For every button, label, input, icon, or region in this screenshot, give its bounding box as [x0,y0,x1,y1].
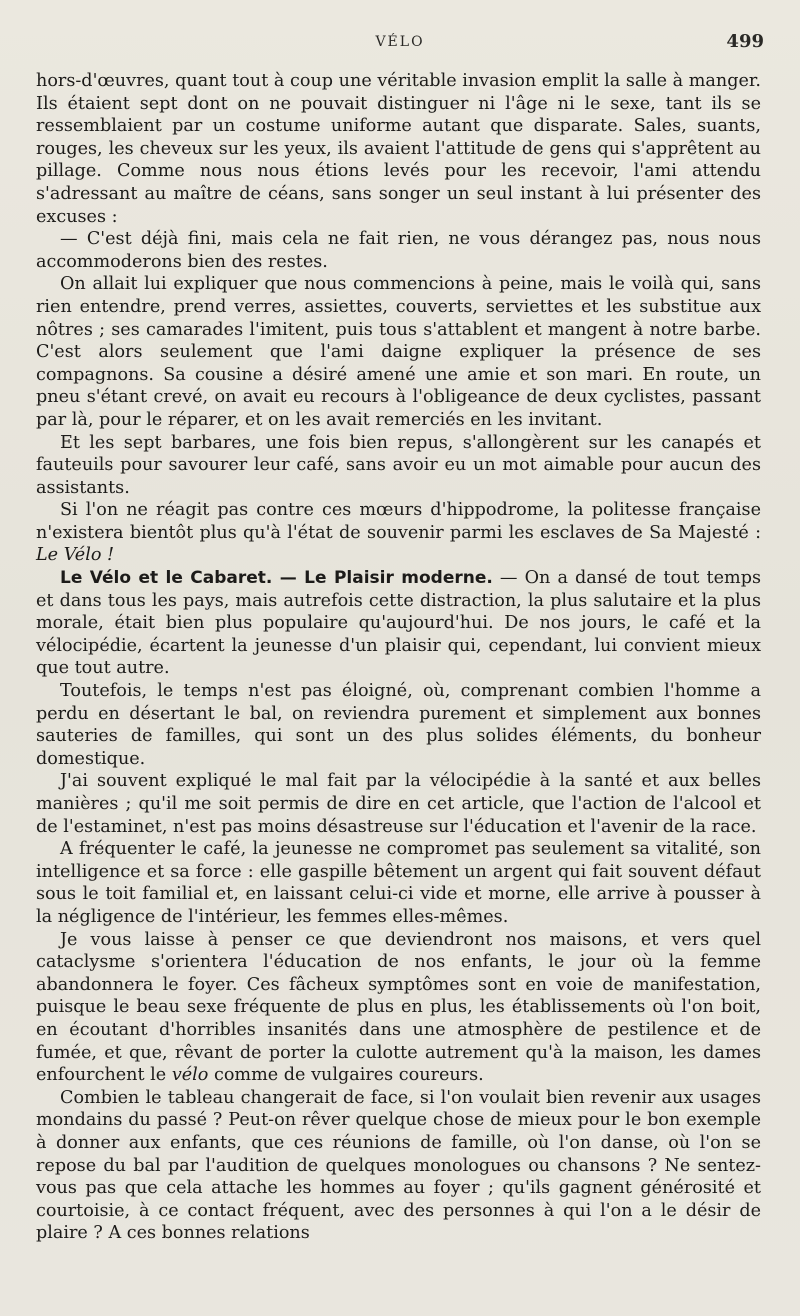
body-text [36,70,761,1245]
paragraph-5: Si l'on ne réagit pas contre ces mœurs d'hippodrome, la politesse française n'existera bientôt plus qu'à l'état de souvenir parmi les esclaves de Sa Majesté : Le Vélo ! [36,500,761,566]
paragraph-4: Et les sept barbares, une fois bien repus, s'allongèrent sur les canapés et fauteuils pour savourer leur café, sans avoir eu un mot aimable pour aucun des assistants. [36,432,761,498]
paragraph-7: Toutefois, le temps n'est pas éloigné, où, comprenant combien l'homme a perdu en désertant le bal, on reviendra purement et simplement aux bonnes sauteries de familles, qui sont un des plus solides éléments, du bonheur domestique. [36,681,761,769]
paragraph-11: Combien le tableau changerait de face, si l'on voulait bien revenir aux usages mondains du passé ? Peut-on rêver quelque chose de mieux pour le bon exemple à donner aux enfants, que ces réunions de famille, où l'on danse, où l'on se repose du bal par l'audition de quelques monologues ou chansons ? Ne sentez-vous pas que cela attache les hommes au foyer ; qu'ils gagnent générosité et courtoisie, à ce contact fréquent, avec des personnes à qui l'on a le désir de plaire ? A ces bonnes relations [36,1087,761,1244]
page-number: 499 [726,31,764,52]
paragraph-3: On allait lui expliquer que nous commencions à peine, mais le voilà qui, sans rien entendre, prend verres, assiettes, couverts, serviettes et les substitue aux nôtres ; ses camarades l'imitent, puis tous s'attablent et mangent à notre barbe. C'est alors seulement que l'ami daigne expliquer la présence de ses compagnons. Sa cousine a désiré amené une amie et son mari. En route, un pneu s'étant crevé, on avait eu recours à l'obligeance de deux cyclistes, passant par là, pour le réparer, et on les avait remerciés en les invitant. [36,274,761,430]
paragraph-9: A fréquenter le café, la jeunesse ne compromet pas seulement sa vitalité, son intelligence et sa force : elle gaspille bêtement un argent qui fait souvent défaut sous le toit familial et, en laissant celui-ci vide et morne, elle arrive à pousser à la négligence de l'intérieur, les femmes elles-mêmes. [36,839,761,927]
italic-velo: vélo [171,1065,209,1086]
page-header [36,31,764,56]
paragraph-10: Je vous laisse à penser ce que deviendront nos maisons, et vers quel cataclysme s'orientera l'éducation de nos enfants, le jour où la femme abandonnera le foyer. Ces fâcheux symptômes sont en voie de manifestation, puisque le beau sexe fréquente de plus en plus, les établissements où l'on boit, en écoutant d'horribles insanités dans une atmosphère de pestilence et de fumée, et que, rêvant de porter la culotte autrement qu'à la maison, les dames enfourchent le vélo comme de vulgaires coureurs. [36,929,761,1086]
paragraph-1: hors-d'œuvres, quant tout à coup une véritable invasion emplit la salle à manger. Ils étaient sept dont on ne pouvait distinguer ni l'âge ni le sexe, tant ils se ressemblaient par un costume uniforme autant que disparate. Sales, suants, rouges, les cheveux sur les yeux, ils avaient l'attitude de gens qui s'apprêtent au pillage. Comme nous nous étions levés pour les recevoir, l'ami attendu s'adressant au maître de céans, sans songer un seul instant à lui présenter des excuses : [36,71,761,227]
paragraph-6: Le Vélo et le Cabaret. — Le Plaisir moderne. — On a dansé de tout temps et dans tous les pays, mais autrefois cette distraction, la plus salutaire et la plus morale, était bien plus populaire qu'aujourd'hui. De nos jours, le café et la vélocipédie, écartent la jeunesse d'un plaisir qui, cependant, lui convient mieux que tout autre. [36,568,761,679]
paragraph-8: J'ai souvent expliqué le mal fait par la vélocipédie à la santé et aux belles manières ; qu'il me soit permis de dire en cet article, que l'action de l'alcool et de l'estaminet, n'est pas moins désastreuse sur l'éducation et l'avenir de la race. [36,771,761,837]
paragraph-2: — C'est déjà fini, mais cela ne fait rien, ne vous dérangez pas, nous nous accommoderons bien des restes. [36,229,761,272]
running-title: VÉLO [375,34,425,50]
section-heading: Le Vélo et le Cabaret. — Le Plaisir moderne. [60,568,493,589]
italic-title: Le Vélo ! [36,545,115,566]
